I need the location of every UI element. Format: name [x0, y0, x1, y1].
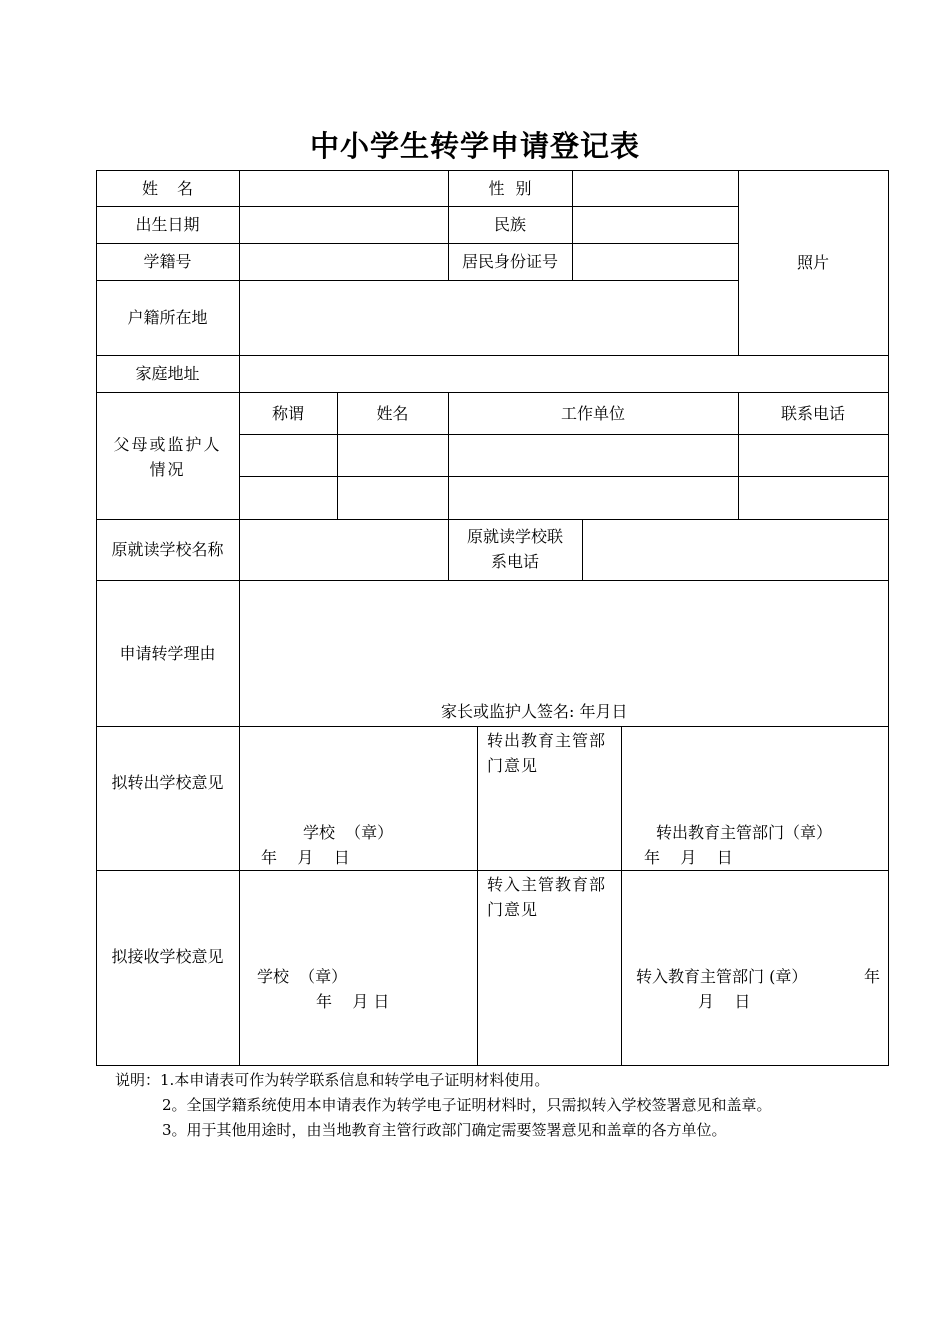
birth-date-field[interactable]	[240, 207, 448, 243]
home-address-label: 家庭地址	[135, 364, 200, 383]
id-number-field[interactable]	[573, 244, 738, 280]
col-name-header: 姓名	[376, 403, 409, 423]
in-dept-date: 月 日	[698, 992, 751, 1011]
guardian-2-employer-field[interactable]	[449, 477, 738, 519]
guardian-label-line1: 父母或监护人	[113, 435, 222, 454]
in-school-seal: 学校 （章）	[257, 967, 348, 986]
orig-school-field[interactable]	[240, 520, 448, 580]
in-dept-label	[487, 872, 617, 922]
guardian-1-phone-field[interactable]	[739, 435, 888, 476]
ethnicity-field[interactable]	[573, 207, 738, 243]
home-address-field[interactable]	[240, 356, 888, 392]
out-dept-label	[487, 728, 617, 778]
guardian-2-phone-field[interactable]	[739, 477, 888, 519]
reason-label: 申请转学理由	[119, 643, 216, 663]
out-school-label: 拟转出学校意见	[111, 772, 224, 792]
out-dept-label-line2: 门意见	[487, 756, 539, 775]
household-label: 户籍所在地	[127, 308, 208, 327]
ethnicity-label: 民族	[493, 215, 526, 234]
guardian-1-name-field[interactable]	[338, 435, 448, 476]
orig-school-phone-label	[448, 524, 582, 574]
gender-field[interactable]	[573, 171, 738, 206]
out-school-date: 年 月 日	[261, 848, 350, 867]
col-phone-header: 联系电话	[780, 403, 845, 423]
name-field[interactable]	[240, 171, 448, 206]
in-dept-seal: 转入教育主管部门 (章）	[636, 967, 808, 986]
household-field[interactable]	[240, 281, 738, 355]
note-1: 说明：1.本申请表可作为转学联系信息和转学电子证明材料使用。	[115, 1071, 550, 1089]
orig-school-phone-field[interactable]	[583, 520, 888, 580]
out-dept-date: 年 月 日	[644, 848, 733, 867]
note-3: 3。用于其他用途时，由当地教育主管行政部门确定需要签署意见和盖章的各方单位。	[162, 1121, 727, 1139]
student-id-label: 学籍号	[143, 252, 192, 271]
guardian-label-line2: 情况	[149, 460, 186, 479]
student-id-field[interactable]	[240, 244, 448, 280]
name-label: 姓 名	[141, 178, 194, 198]
birth-date-label: 出生日期	[135, 215, 200, 234]
col-employer-header: 工作单位	[560, 403, 625, 423]
guardian-2-relation-field[interactable]	[240, 477, 337, 519]
out-dept-label-line1: 转出教育主管部	[487, 731, 607, 750]
note-2: 2。全国学籍系统使用本申请表作为转学电子证明材料时，只需拟转入学校签署意见和盖章。	[162, 1096, 772, 1114]
in-dept-year: 年	[864, 967, 881, 986]
col-relation-header: 称谓	[271, 403, 304, 423]
guardian-1-relation-field[interactable]	[240, 435, 337, 476]
guardian-label	[96, 432, 239, 482]
gender-label: 性 别	[488, 178, 532, 198]
table-border-bottom	[96, 1065, 889, 1066]
in-dept-label-line2: 门意见	[487, 900, 539, 919]
column-divider	[477, 726, 478, 1066]
orig-school-phone-line2: 系电话	[490, 552, 539, 571]
in-school-date: 年 月 日	[316, 992, 390, 1011]
table-border-right	[888, 170, 889, 1066]
guardian-1-employer-field[interactable]	[449, 435, 738, 476]
column-divider	[621, 726, 622, 1066]
in-school-label: 拟接收学校意见	[111, 946, 224, 966]
page-title: 中小学生转学申请登记表	[309, 129, 640, 163]
parent-signature-line: 家长或监护人签名: 年月日	[441, 702, 628, 721]
orig-school-phone-line1: 原就读学校联	[466, 527, 563, 546]
guardian-2-name-field[interactable]	[338, 477, 448, 519]
reason-field[interactable]	[240, 581, 888, 693]
orig-school-label: 原就读学校名称	[111, 540, 224, 559]
out-dept-seal: 转出教育主管部门（章）	[656, 823, 833, 842]
photo-label: 照片	[796, 253, 829, 272]
out-school-seal: 学校 （章）	[303, 823, 394, 842]
in-dept-label-line1: 转入主管教育部	[487, 875, 607, 894]
id-number-label: 居民身份证号	[461, 252, 558, 271]
